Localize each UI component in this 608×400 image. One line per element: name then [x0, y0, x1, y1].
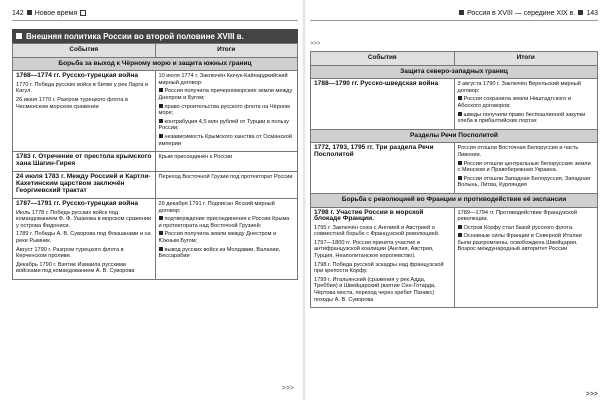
events-cell: [13, 71, 156, 152]
event-text: 1789 г. Победы А. В. Суворова под Фокшанами и на реке Рымник.: [16, 231, 151, 245]
section-heading: Борьба за выход к Чёрному морю и защита южных границ: [13, 57, 298, 71]
table-row: [13, 172, 298, 199]
result-item: вывод русских войск из Молдавии, Валахии, Бессарабии: [158, 246, 281, 260]
results-cell: [454, 79, 598, 130]
events-cell: [311, 207, 455, 308]
event-heading: 1788—1790 гг. Русско-шведская война: [314, 80, 439, 88]
event-heading: 1798 г. Участие России в морской блокаде Франции.: [314, 208, 424, 223]
event-text: Август 1790 г. Разгром турецкого флота в Керченском проливе.: [16, 246, 124, 260]
bullet-icon: [458, 96, 462, 100]
results-cell: [454, 143, 598, 194]
result-item: 3 августа 1790 г. Заключён Верельский мирный договор:: [457, 81, 581, 94]
table-row: [13, 71, 298, 152]
events-cell: [13, 172, 156, 199]
bullet-icon: [458, 161, 462, 165]
results-cell: [155, 71, 298, 152]
square-icon: [578, 10, 583, 15]
bullet-icon: [159, 216, 163, 220]
bullet-icon: [458, 233, 462, 237]
chapter-banner: [12, 29, 298, 43]
result-item: Россия получила земли между Днестром и Южным Бугом;: [158, 231, 277, 245]
banner-title: Внешняя политика России во второй половине XVIII в.: [26, 31, 244, 41]
event-heading: 1768—1774 гг. Русско-турецкая война: [16, 72, 138, 80]
result-item: 1789—1794 гг. Противодействие Французской революции.: [457, 209, 577, 223]
event-text: Декабрь 1790 г. Взятие Измаила русскими войсками под командованием А. В. Суворова: [16, 261, 135, 275]
table-row: [13, 199, 298, 280]
col-header-events: События: [311, 52, 455, 66]
right-running-title: Россия в XVIII — середине XIX в.: [467, 9, 576, 17]
section-heading: Защита северо-западных границ: [311, 65, 598, 79]
result-item: России отошли центральные белорусские земли с Минском и Правобережная Украина.: [457, 160, 591, 174]
right-table: [310, 51, 598, 308]
result-item: 10 июля 1774 г. Заключён Кючук-Кайнарджийский мирный договор:: [158, 73, 288, 86]
events-cell: [13, 152, 156, 172]
bullet-icon: [159, 247, 163, 251]
square-icon: [459, 10, 464, 15]
table-row: [311, 207, 598, 308]
result-item: Крым присоединён к России: [158, 154, 233, 161]
event-heading: 1772, 1793, 1795 гг. Три раздела Речи Посполитой: [314, 144, 434, 158]
left-table: [12, 43, 298, 280]
continued-marker: >>>: [281, 385, 294, 392]
events-cell: [311, 79, 455, 130]
event-text: 1770 г. Победа русских войск в битве у рек Ларга и Кагул.: [16, 81, 149, 95]
bullet-icon: [159, 231, 163, 235]
result-item: независимость Крымского ханства от Османской империи: [158, 133, 292, 147]
left-page-number: 142: [12, 9, 24, 17]
result-item: Россия получила причерноморские земли между Днепром и Бугом;: [158, 88, 293, 101]
results-cell: [454, 207, 598, 308]
left-running-title: Новое время: [34, 9, 78, 17]
bullet-icon: [458, 225, 462, 229]
event-heading: 1783 г. Отречение от престола крымского хана Шагин-Гирея: [16, 153, 152, 167]
events-cell: [13, 199, 156, 280]
result-item: Основные силы Франции в Северной Италии были разгромлены, освобождена Швейцария. Возрос международный авторитет России: [457, 233, 582, 253]
result-item: России отошли Западная Белоруссия, Западная Волынь, Литва, Курляндия: [457, 175, 590, 189]
bullet-icon: [458, 176, 462, 180]
event-text: 26 июня 1770 г. Разгром турецкого флота в Чесменском морском сражении: [16, 96, 128, 110]
col-header-events: События: [13, 44, 156, 58]
section-heading: Разделы Речи Посполитой: [311, 129, 598, 143]
result-item: Россия сохранила земли Ништадтского и Абоского договоров;: [457, 96, 572, 109]
result-item: право строительства русского флота на Чёрном море;: [158, 103, 290, 117]
square-outline-icon: [80, 10, 86, 16]
event-heading: 24 июля 1783 г. Между Россией и Картли-Кахетинским царством заключён Георгиевский трактат: [16, 173, 151, 194]
results-cell: [155, 172, 298, 199]
result-item: Остров Корфу стал базой русского флота.: [458, 225, 595, 232]
event-heading: 1787—1791 гг. Русско-турецкая война: [16, 200, 138, 208]
result-item: шведы получили право беспошлинной закупки хлеба в прибалтийских портах: [457, 111, 586, 125]
right-running-head: [310, 6, 598, 21]
event-text: 1798 г. Победа русской эскадры над французской при крепости Корфу.: [314, 261, 444, 275]
results-cell: [155, 152, 298, 172]
table-row: [311, 79, 598, 130]
col-header-results: Итоги: [155, 44, 298, 58]
bullet-icon: [159, 104, 163, 108]
event-text: 1799 г. Итальянский (сражения у рек Адда, Треббия) и Швейцарский (взятие Сен-Готарда, Чёртова моста, переход через хребет Паникс) походы А. В. Суворова: [314, 276, 436, 303]
table-row: [13, 152, 298, 172]
bullet-icon: [159, 119, 163, 123]
event-text: 1795 г. Заключён союз с Англией и Австрией о совместной борьбе с Французской революцией.: [314, 224, 440, 238]
result-item: подтверждение присоединения к России Крыма и протектората над Восточной Грузией;: [158, 216, 290, 229]
left-running-head: [12, 6, 298, 21]
event-text: 1797—1800 гг. Россия принята участие в антифранцузской коалиции (Англия, Австрия, Турция, Неаполитанское королевство).: [314, 239, 434, 260]
result-item: Россия отошли Восточная Белоруссия и часть Ливонии.: [457, 145, 579, 158]
results-cell: [155, 199, 298, 280]
continued-top: >>>: [310, 41, 321, 47]
result-item: 29 декабря 1791 г. Подписан Ясский мирный договор:: [158, 201, 275, 214]
table-row: [311, 143, 598, 194]
bullet-icon: [159, 134, 163, 138]
square-icon: [16, 33, 22, 39]
event-text: Июль 1778 г. Победа русских войск под командованием Ф. Ф. Ушакова в морском сражении у острова Фидониси.: [16, 209, 152, 229]
bullet-icon: [159, 88, 163, 92]
events-cell: [311, 143, 455, 194]
right-page-number: 143: [586, 9, 598, 17]
section-heading: Борьба с революцией во Франции и противодействие её экспансии: [311, 193, 598, 207]
result-item: контрибуция 4,5 млн рублей от Турции в пользу России;: [158, 118, 289, 132]
square-icon: [27, 10, 32, 15]
right-page: [304, 0, 608, 400]
col-header-results: Итоги: [454, 52, 598, 66]
continued-marker: >>>: [585, 391, 598, 398]
result-item: Переход Восточной Грузии под протекторат России: [158, 174, 293, 181]
bullet-icon: [458, 112, 462, 116]
